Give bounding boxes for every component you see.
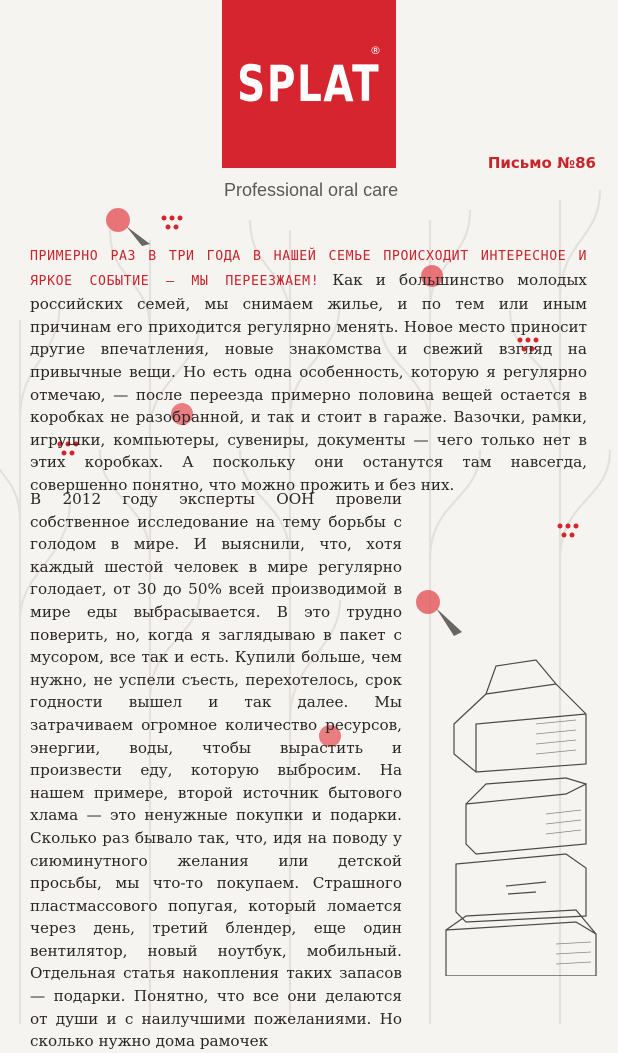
stacked-boxes-sketch <box>436 654 608 976</box>
dots-icon <box>160 214 186 236</box>
dots-icon <box>556 522 582 544</box>
registered-mark: ® <box>370 44 381 57</box>
lead-caps: ПРИМЕРНО РАЗ В ТРИ ГОДА В НАШЕЙ СЕМЬЕ ПРОИСХОДИТ ИНТЕРЕСНОЕ И ЯРКОЕ СОБЫТИЕ — МЫ ПЕРЕЕЗЖАЕМ! <box>30 249 587 289</box>
article-paragraph-1 <box>30 244 587 497</box>
splat-logo <box>222 0 396 168</box>
article-paragraph-2: В 2012 году эксперты ООН провели собственное исследование на тему борьбы с голодом в мире. И выяснили, что, хотя каждый шестой человек в мире регулярно голодает, от 30 до 50% всей производимой в мире еды выбрасывается. В это трудно поверить, но, когда я заглядываю в пакет с мусором, все так и есть. Купили больше, чем нужно, не успели съесть, перехотелось, срок годности вышел и так далее. Мы затрачиваем огромное количество ресурсов, энергии, воды, чтобы вырастить и произвести еду, которую выбросим. На нашем примере, второй источник бытового хлама — это ненужные покупки и подарки. Сколько раз бывало так, что, идя на поводу у сиюминутного желания или детской просьбы, мы что-то покупаем. Страшного пластмассового попугая, который ломается через день, третий блендер, еще один вентилятор, новый ноутбук, мобильный. Отдельная статья накопления таких запасов — подарки. Понятно, что все они делаются от души и с наилучшими пожеланиями. Но сколько нужно дома рамочек <box>30 490 402 1051</box>
logo-text: SPLAT <box>237 55 381 113</box>
paragraph-1-text: Как и большинство молодых российских семей, мы снимаем жилье, и по тем или иным причинам его приходится регулярно менять. Новое место приносит другие впечатления, новые знакомства и свежий взгляд на привычные вещи. Но есть одна особенность, которую я регулярно отмечаю, — после переезда примерно половина вещей остается в коробках не разобранной, и так и стоит в гараже. Вазочки, рамки, игрушки, компьютеры, сувениры, документы — чего только нет в этих коробках. А поскольку они останутся там навсегда, совершенно понятно, что можно прожить и без них. <box>30 270 587 494</box>
brand-tagline: Professional oral care <box>224 180 399 200</box>
bird-icon <box>412 586 468 642</box>
letter-number: Письмо №86 <box>487 154 596 172</box>
